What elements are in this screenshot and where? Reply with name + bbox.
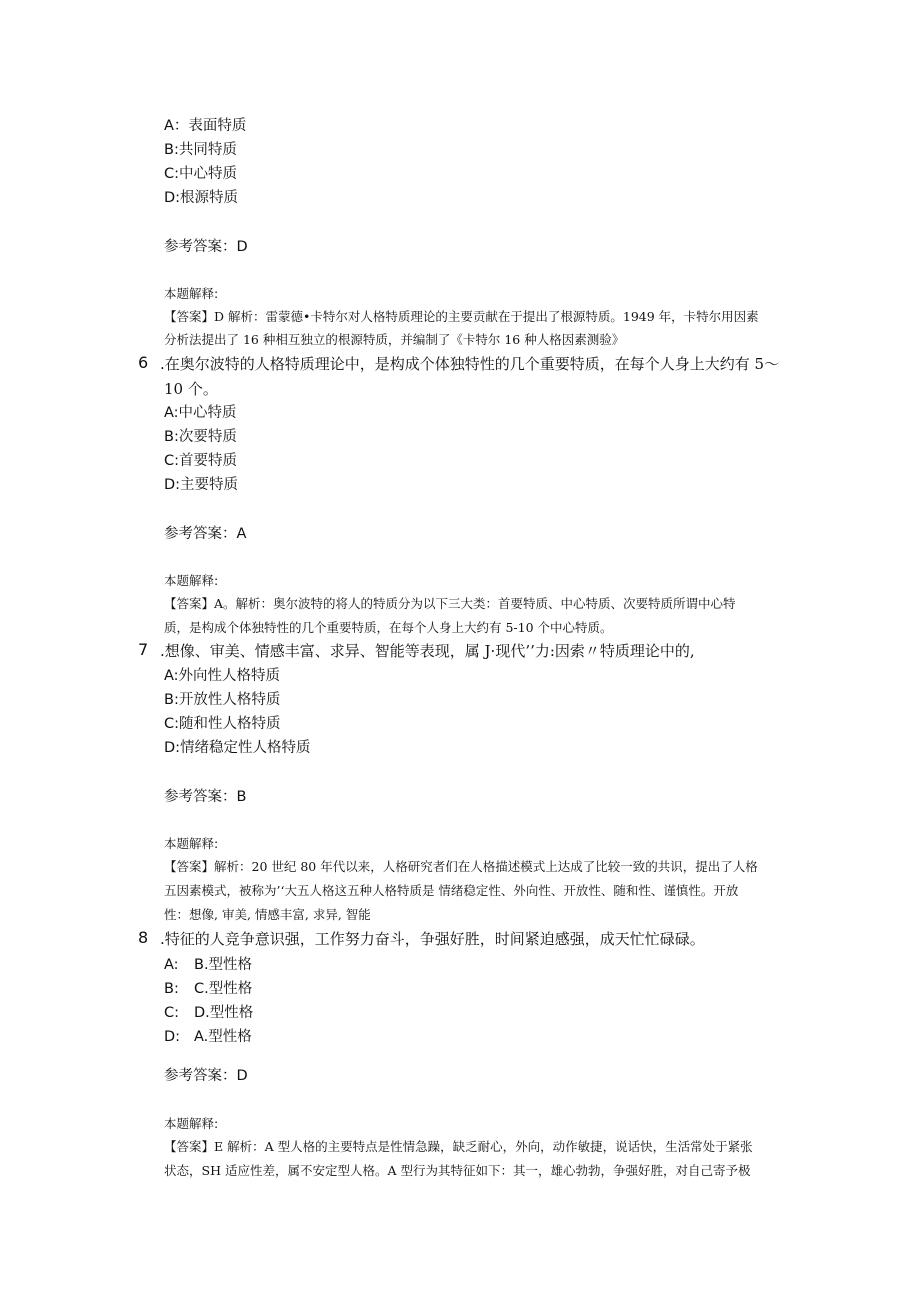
option-b: B:开放性人格特质 <box>164 692 281 708</box>
option-value: D.型性格 <box>194 1005 254 1021</box>
option-d: D:主要特质 <box>164 477 239 493</box>
question-text: .特征的人竞争意识强，工作努力奋斗，争强好胜，时间紧迫感强，成天忙忙碌碌。 <box>160 930 705 948</box>
option-d: D:情绪稳定性人格特质 <box>164 740 311 756</box>
option-letter: B: <box>164 981 179 997</box>
explanation-line: 状态，SH 适应性差，属不安定型人格。A 型行为其特征如下：其一，雄心勃勃，争强好胜，对自己寄予极 <box>164 1163 751 1178</box>
explanation-line: 质，是构成个体独特性的几个重要特质，在每个人身上大约有 5-10 个中心特质。 <box>164 620 613 635</box>
explanation-line: 性：想像, 审美, 情感丰富, 求异, 智能 <box>164 907 371 922</box>
explanation-label: 本题解释: <box>164 1116 219 1131</box>
option-c: C:随和性人格特质 <box>164 716 281 732</box>
option-a: A：表面特质 <box>164 118 247 134</box>
option-b: B:次要特质 <box>164 429 237 445</box>
answer-line: 参考答案：D <box>164 239 248 255</box>
explanation-line: 【答案】D 解析：雷蒙德•卡特尔对人格特质理论的主要贡献在于提出了根源特质。1949 年，卡特尔用因素 <box>164 309 759 324</box>
option-d: D:根源特质 <box>164 190 239 206</box>
question-number: 8 <box>138 928 149 947</box>
question-text: .在奥尔波特的人格特质理论中，是构成个体独特性的几个重要特质，在每个人身上大约有 5〜 <box>160 355 780 373</box>
option-letter: A: <box>164 957 179 973</box>
option-value: C.型性格 <box>194 981 253 997</box>
question-number: 6 <box>138 353 149 372</box>
option-a: A:中心特质 <box>164 405 237 421</box>
option-c: C:中心特质 <box>164 166 238 182</box>
answer-line: 参考答案：A <box>164 526 247 542</box>
option-a: A:外向性人格特质 <box>164 668 281 684</box>
option-a <box>164 953 252 974</box>
question-text: 10 个。 <box>164 380 218 398</box>
option-value: A.型性格 <box>194 1029 252 1045</box>
question-number: 7 <box>138 640 149 659</box>
explanation-line: 【答案】解析：20 世纪 80 年代以来，人格研究者们在人格描述模式上达成了比较一致的共识，提出了人格 <box>164 859 758 874</box>
explanation-label: 本题解释: <box>164 286 219 301</box>
explanation-line: 五因素模式，被称为’‘大五人格这五种人格特质是 情绪稳定性、外向性、开放性、随和性、谨慎性。开放 <box>164 883 739 898</box>
option-d <box>164 1025 252 1046</box>
option-letter: D: <box>164 1029 181 1045</box>
explanation-label: 本题解释: <box>164 573 219 588</box>
option-b <box>164 977 252 998</box>
option-c <box>164 1001 253 1022</box>
explanation-line: 【答案】A。解析：奥尔波特的将人的特质分为以下三大类：首要特质、中心特质、次要特质所谓中心特 <box>164 596 736 611</box>
explanation-line: 【答案】E 解析：A 型人格的主要特点是性情急躁，缺乏耐心，外向，动作敏捷，说话快，生活常处于紧张 <box>164 1139 753 1154</box>
option-value: B.型性格 <box>194 957 253 973</box>
explanation-label: 本题解释: <box>164 836 219 851</box>
question-text: .想像、审美、情感丰富、求异、智能等表现，属 J·现代’’力:因索〃特质理论中的, <box>160 642 695 660</box>
option-c: C:首要特质 <box>164 453 238 469</box>
option-b: B:共同特质 <box>164 142 237 158</box>
answer-line: 参考答案：B <box>164 789 247 805</box>
explanation-line: 分析法提出了 16 种相互独立的根源特质，并编制了《卡特尔 16 种人格因素测验》 <box>164 332 625 347</box>
option-letter: C: <box>164 1005 180 1021</box>
answer-line: 参考答案：D <box>164 1068 248 1084</box>
